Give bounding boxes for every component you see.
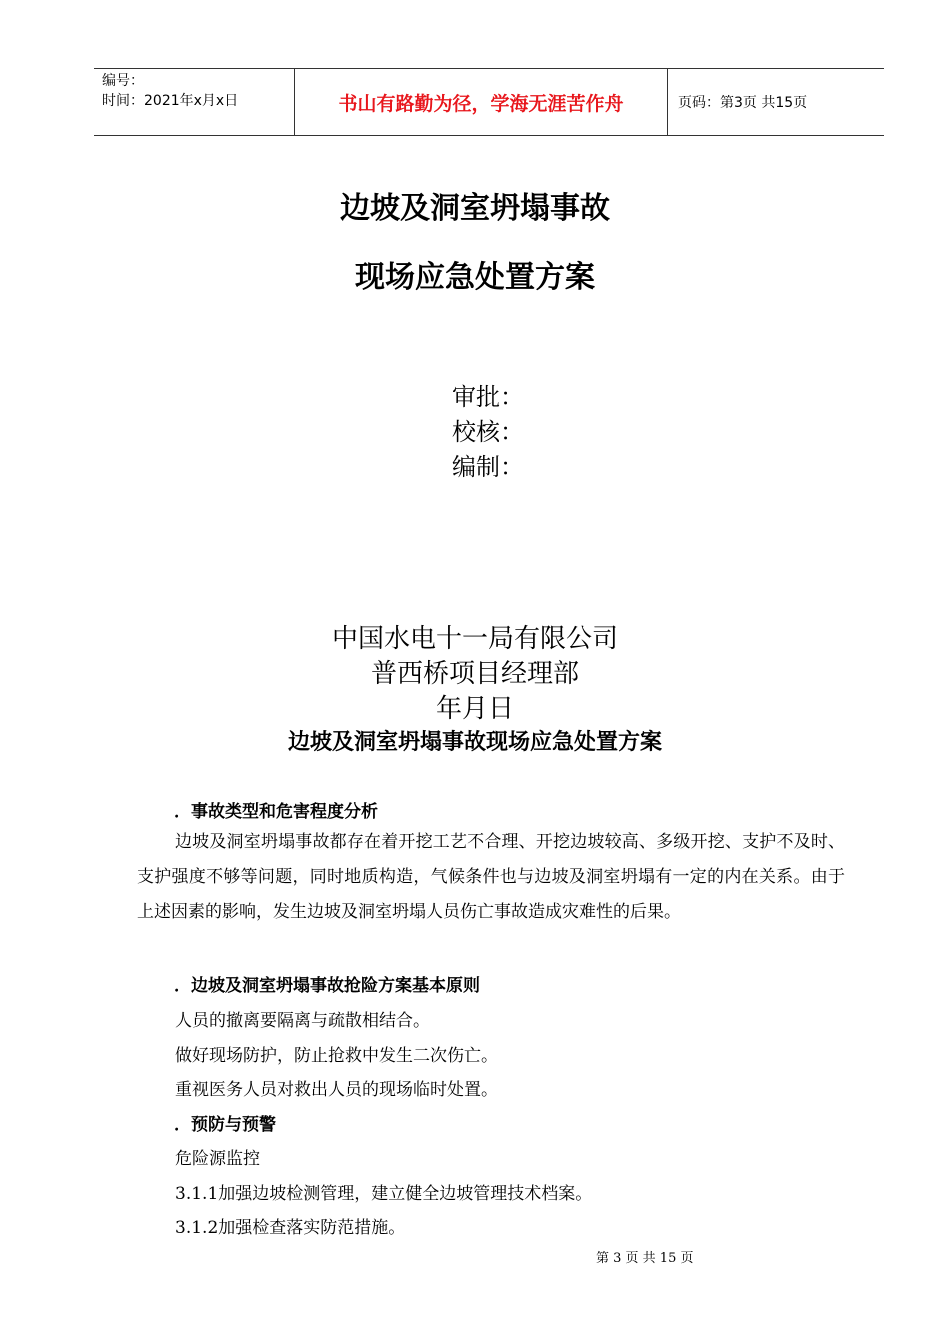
header-motto: 书山有路勤为径，学海无涯苦作舟 (295, 69, 668, 135)
document-title: 边坡及洞室坍塌事故现场应急处置方案 (287, 730, 662, 755)
item-3-1-1: 3.1.1加强边坡检测管理，建立健全边坡管理技术档案。 (175, 1184, 593, 1204)
compile-label: 编制： (452, 453, 524, 481)
company-name: 中国水电十一局有限公司 (331, 624, 618, 654)
department-name: 普西桥项目经理部 (370, 659, 579, 689)
item-3-1-2: 3.1.2加强检查落实防范措施。 (175, 1218, 406, 1238)
header-meta (94, 69, 295, 135)
section-heading-2: ．边坡及洞室坍塌事故抢险方案基本原则 (174, 976, 480, 996)
approve-label: 审批： (452, 383, 524, 411)
principle-1: 人员的撤离要隔离与疏散相结合。 (175, 1011, 430, 1031)
page-header (94, 68, 884, 136)
subsection-hazard-monitoring: 危险源监控 (175, 1149, 260, 1169)
section-heading-3: ．预防与预警 (174, 1115, 276, 1135)
review-label: 校核： (452, 418, 524, 446)
number-label: 编号： (102, 73, 144, 89)
principle-2: 做好现场防护，防止抢救中发生二次伤亡。 (175, 1046, 498, 1066)
time-label: 时间：2021年x月x日 (102, 93, 239, 109)
paragraph-1: 边坡及洞室坍塌事故都存在着开挖工艺不合理、开挖边坡较高、多级开挖、支护不及时、支护强度不够等问题，同时地质构造，气候条件也与边坡及洞室坍塌有一定的内在关系。由于上述因素的影响，发生边坡及洞室坍塌人员伤亡事故造成灾难性的后果。 (137, 832, 845, 922)
section-heading-1: ．事故类型和危害程度分析 (174, 802, 378, 822)
header-page-info: 页码：第3页 共15页 (678, 95, 808, 111)
cover-title-line1: 边坡及洞室坍塌事故 (340, 191, 610, 226)
cover-title-line2: 现场应急处置方案 (355, 260, 595, 295)
page-footer: 第 3 页 共 15 页 (596, 1251, 694, 1266)
cover-date: 年月日 (435, 694, 514, 724)
principle-3: 重视医务人员对救出人员的现场临时处置。 (175, 1080, 498, 1100)
